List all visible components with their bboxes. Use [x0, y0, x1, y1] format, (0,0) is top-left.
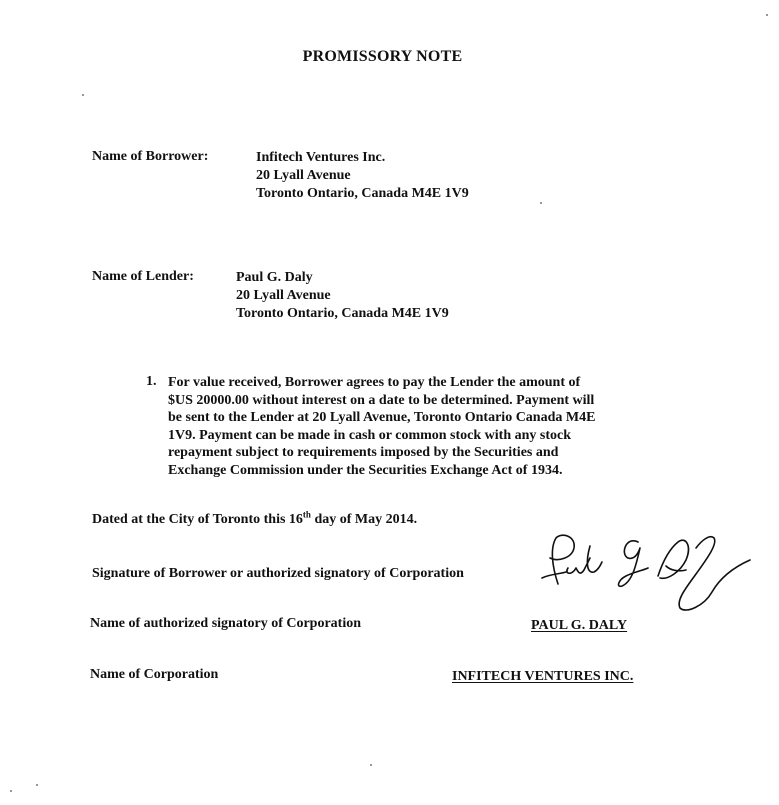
borrower-address	[256, 149, 469, 203]
dated-line	[92, 509, 418, 528]
document-title: PROMISSORY NOTE	[302, 48, 463, 65]
clause-line: repayment subject to requirements imposed by the Securities and	[168, 445, 559, 460]
borrower-street: 20 Lyall Avenue	[256, 168, 351, 183]
signature-label: Signature of Borrower or authorized signatory of Corporation	[92, 566, 464, 581]
dated-ordinal: th	[302, 509, 311, 520]
signatory-label: Name of authorized signatory of Corporation	[90, 616, 362, 631]
scan-speck	[370, 764, 372, 766]
corporation-label: Name of Corporation	[90, 667, 219, 682]
clause-line: $US 20000.00 without interest on a date to be determined. Payment will	[168, 392, 595, 408]
scan-speck	[36, 784, 38, 786]
lender-address	[236, 269, 449, 323]
clause-line: 1V9. Payment can be made in cash or common stock with any stock	[168, 427, 572, 443]
scan-speck	[766, 14, 768, 16]
clause-line: be sent to the Lender at 20 Lyall Avenue, Toronto Ontario Canada M4E	[168, 410, 596, 425]
borrower-name: Infitech Ventures Inc.	[256, 150, 386, 165]
borrower-city: Toronto Ontario, Canada M4E 1V9	[256, 186, 469, 201]
scan-speck	[10, 790, 12, 792]
lender-label: Name of Lender:	[92, 269, 194, 284]
clause-text	[168, 374, 595, 479]
lender-name: Paul G. Daly	[236, 270, 313, 285]
clause-number: 1.	[146, 374, 157, 389]
lender-street: 20 Lyall Avenue	[236, 288, 331, 303]
clause-line: Exchange Commission under the Securities Exchange Act of 1934.	[168, 462, 563, 478]
borrower-label: Name of Borrower:	[92, 149, 209, 164]
clause-line: For value received, Borrower agrees to pay the Lender the amount of	[168, 375, 581, 390]
dated-suffix: day of May 2014.	[310, 512, 418, 527]
scan-speck	[540, 202, 542, 204]
dated-prefix: Dated at the City of Toronto this 16	[92, 512, 303, 527]
corporation-name: INFITECH VENTURES INC.	[452, 669, 634, 684]
signatory-name: PAUL G. DALY	[531, 618, 628, 633]
scan-speck	[82, 94, 84, 96]
handwritten-signature	[536, 526, 756, 618]
lender-city: Toronto Ontario, Canada M4E 1V9	[236, 306, 449, 321]
